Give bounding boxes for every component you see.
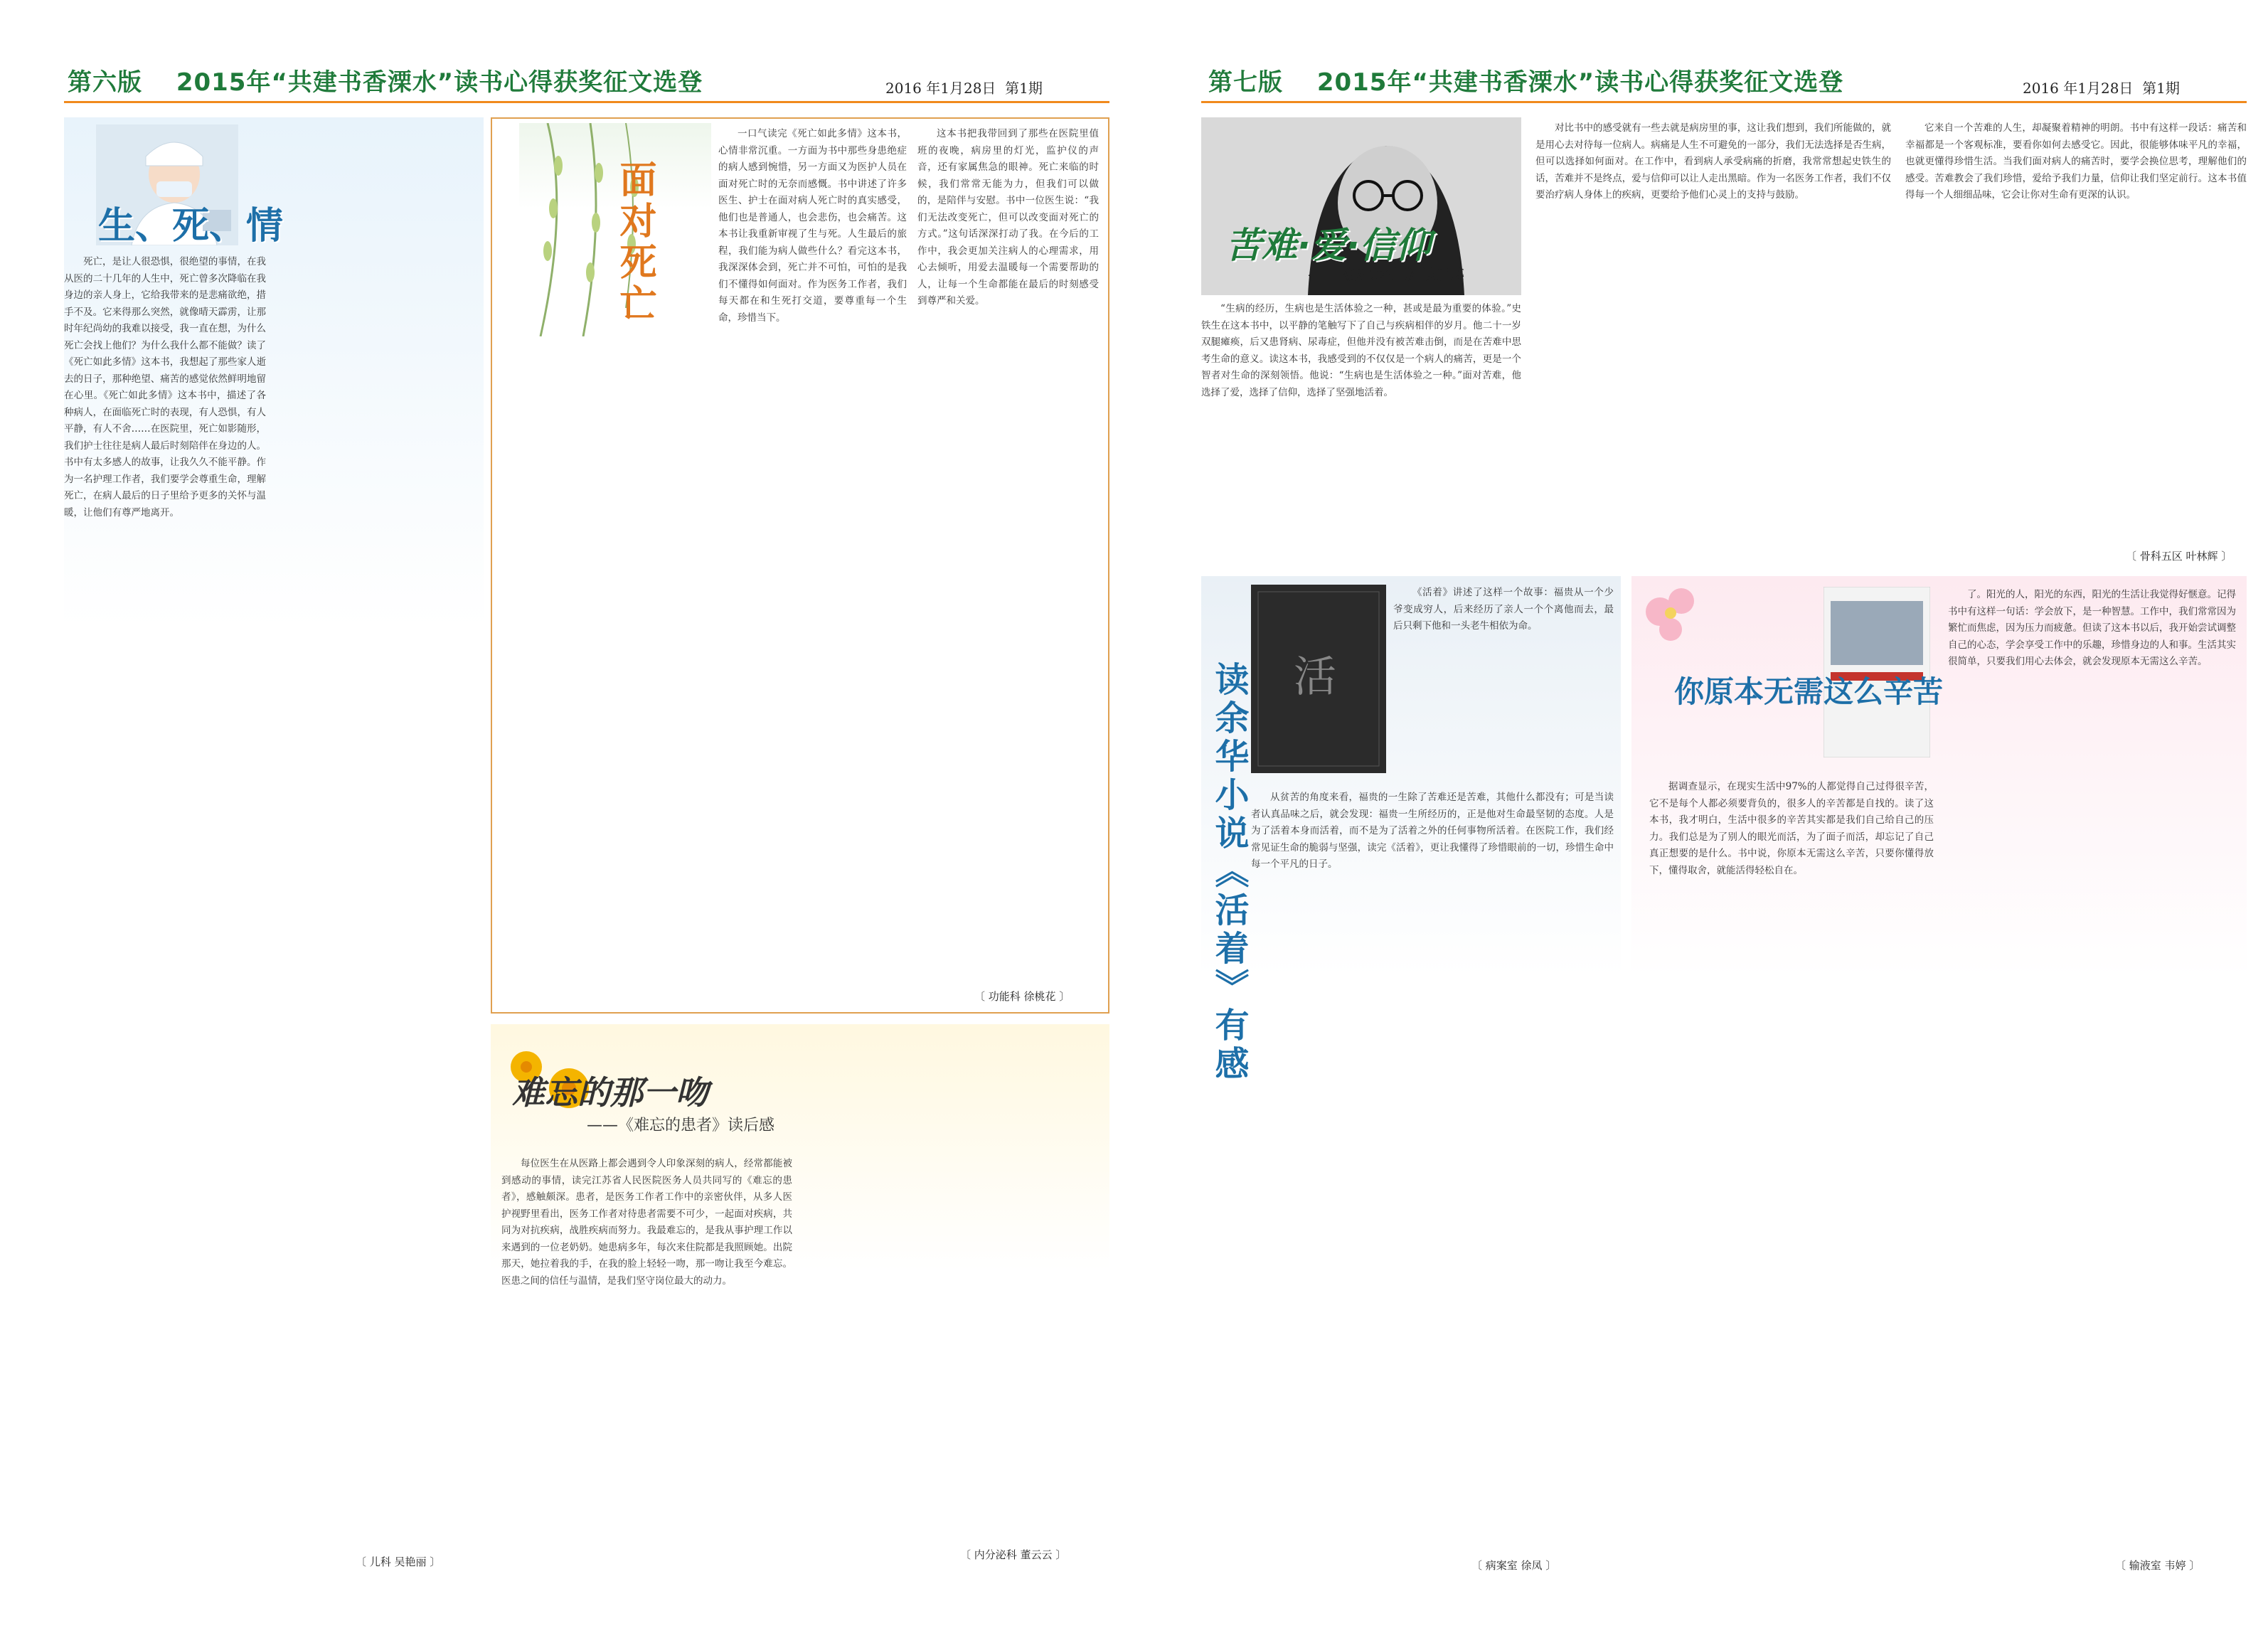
article-body: 每位医生在从医路上都会遇到令人印象深刻的病人，经常都能被到感动的事情，读完江苏省人民医院医务人员共同写的《难忘的患者》，感触颇深。患者，是医务工作者工作中的亲密伙伴，从多人医护视野里看出，医务工作者对待患者需要不可少，一起面对疾病，共同为对抗疾病，战胜疾病而努力。我最难忘的，是我从事护理工作以来遇到的一位老奶奶。她患病多年，每次来住院都是我照顾她。出院那天，她拉着我的手，在我的脸上轻轻一吻，那一吻让我至今难忘。医患之间的信任与温情，是我们坚守岗位最大的动力。: [501, 1158, 792, 1287]
header-date: 2016 年1月28日: [885, 80, 996, 97]
article-title: 苦难·爱·信仰: [1226, 225, 1431, 266]
article-signature: 〔 病案室 徐凤 〕: [1471, 1559, 1557, 1572]
article-body-col1: 《活着》讲述了这样一个故事：福贵从一个少爷变成穷人，后来经历了亲人一个个离他而去，最后只剩下他和一头老牛相依为命。: [1393, 587, 1614, 632]
article-sheng-si-qing: [64, 117, 484, 1575]
header-issue: 第1期: [1005, 80, 1043, 97]
svg-text:活: 活: [1294, 652, 1336, 702]
header-rule: [64, 101, 1109, 103]
article-title: 读余华小说《活着》有感: [1209, 661, 1249, 1084]
article-body-col2: 了。阳光的人，阳光的东西，阳光的生活让我觉得好惬意。记得书中有这样一句话：学会放下，是一种智慧。工作中，我们常常因为繁忙而焦虑，因为压力而疲惫。但读了这本书以后，我开始尝试调整自己的心态，学会享受工作中的乐趣，珍惜身边的人和事。生活其实很简单，只要我们用心去体会，就会发现原本无需这么辛苦。: [1948, 589, 2236, 667]
article-signature: 〔 骨科五区 叶林辉 〕: [2126, 550, 2232, 563]
article-body-col2: 从贫苦的角度来看，福贵的一生除了苦难还是苦难，其他什么都没有；可是当读者认真品味之后，就会发现：福贵一生所经历的，正是他对生命最坚韧的态度。人是为了活着本身而活着，而不是为了活着之外的任何事物所活着。在医院工作，我们经常见证生命的脆弱与坚强，读完《活着》，更让我懂得了珍惜眼前的一切，珍惜生命中每一个平凡的日子。: [1251, 792, 1614, 870]
article-ni-yuan-ben-wu-xu: [1631, 576, 2247, 1579]
article-body-col1: 一口气读完《死亡如此多情》这本书，心情非常沉重。一方面为书中那些身患绝症的病人感到惋惜，另一方面又为医护人员在面对死亡时的无奈而感慨。书中讲述了许多医生、护士在面对病人死亡时的真实感受，他们也是普通人，也会悲伤，也会痛苦。这本书让我重新审视了生与死。人生最后的旅程，我们能为病人做些什么？看完这本书，我深深体会到，死亡并不可怕，可怕的是我们不懂得如何面对。作为医务工作者，我们每天都在和生死打交道，要尊重每一个生命，珍惜当下。: [718, 128, 907, 324]
page-header-date: [885, 77, 1043, 97]
article-ku-nan-ai-xin-yang: [1201, 117, 2247, 565]
page-header-date: [2023, 77, 2180, 97]
header-date: 2016 年1月28日: [2023, 80, 2134, 97]
article-signature: 〔 输液室 韦婷 〕: [2115, 1559, 2200, 1572]
flower-decoration: [1631, 576, 1752, 661]
article-body-col1: “生病的经历，生病也是生活体验之一种，甚或是最为重要的体验。”史铁生在这本书中，以平静的笔触写下了自己与疾病相伴的岁月。他二十一岁双腿瘫痪，后又患肾病、尿毒症，但他并没有被苦难击倒，而是在苦难中思考生命的意义。读这本书，我感受到的不仅仅是一个病人的痛苦，更是一个智者对生命的深刻领悟。他说：“生病也是生活体验之一种。”面对苦难，他选择了爱，选择了信仰，选择了坚强地活着。: [1201, 303, 1521, 398]
article-huo-zhe: [1201, 576, 1621, 1579]
article-title: 面对死亡: [613, 160, 656, 325]
article-title: 你原本无需这么辛苦: [1674, 674, 1944, 709]
header-rule: [1201, 101, 2247, 103]
article-signature: 〔 功能科 徐桃花 〕: [974, 990, 1070, 1003]
article-title: 难忘的那一吻: [512, 1073, 708, 1112]
article-subtitle: ——《病隙笔记》读后感: [1308, 266, 1464, 283]
header-issue: 第1期: [2142, 80, 2180, 97]
article-nan-wang-de-na-yi-wen: [491, 1024, 1109, 1572]
article-body-col1: 据调查显示，在现实生活中97%的人都觉得自己过得很辛苦，它不是每个人都必须要背负的，很多人的辛苦都是自找的。读了这本书，我才明白，生活中很多的辛苦其实都是我们自己给自己的压力。我们总是为了别人的眼光而活，为了面子而活，却忘记了自己真正想要的是什么。书中说，你原本无需这么辛苦，只要你懂得放下，懂得取舍，就能活得轻松自在。: [1649, 781, 1934, 876]
article-body: 死亡，是让人很恐惧，很绝望的事情，在我从医的二十几年的人生中，死亡曾多次降临在我身边的亲人身上，它给我带来的是悲痛欲绝，措手不及。它来得那么突然，就像晴天霹雳，让那时年纪尚幼的我难以接受，我一直在想，为什么死亡会找上他们？为什么我什么都不能做？读了《死亡如此多情》这本书，我想起了那些家人逝去的日子，那种绝望、痛苦的感觉依然鲜明地留在心里。《死亡如此多情》这本书中，描述了各种病人，在面临死亡时的表现，有人恐惧，有人平静，有人不舍……在医院里，死亡如影随形，我们护士往往是病人最后时刻陪伴在身边的人。书中有太多感人的故事，让我久久不能平静。作为一名护理工作者，我们要学会尊重生命，理解死亡，在病人最后的日子里给予更多的关怀与温暖，让他们有尊严地离开。: [64, 256, 266, 518]
page-header-title: 第七版 2015年“共建书香溧水”读书心得获奖征文选登: [1208, 68, 1844, 97]
article-title: 生、死、情: [98, 205, 284, 248]
article-mian-dui-si-wang: [491, 117, 1109, 1014]
article-subtitle: ——《难忘的患者》读后感: [587, 1117, 775, 1134]
book-cover-huozhe: [1251, 585, 1386, 773]
article-body-col3: 它来自一个苦难的人生，却凝聚着精神的明朗。书中有这样一段话：痛苦和幸福都是一个客观标准，要看你如何去感受它。因此，很能够体味平凡的幸福，也就更懂得珍惜生活。当我们面对病人的痛苦时，要学会换位思考，理解他们的感受。苦难教会了我们珍惜，爱给予我们力量，信仰让我们坚定前行。这本书值得每一个人细细品味，它会让你对生命有更深的认识。: [1905, 122, 2247, 201]
article-body-col2: 对比书中的感受就有一些去就是病房里的事，这让我们想到，我们所能做的，就是用心去对待每一位病人。病痛是人生不可避免的一部分，我们无法选择是否生病，但可以选择如何面对。在工作中，看到病人承受病痛的折磨，我常常想起史铁生的话，苦难并不是终点，爱与信仰可以让人走出黑暗。作为一名医务工作者，我们不仅要治疗病人身体上的疾病，更要给予他们心灵上的支持与鼓励。: [1535, 122, 1891, 201]
article-signature: 〔 内分泌科 董云云 〕: [960, 1548, 1067, 1561]
article-signature: 〔 儿科 吴艳丽 〕: [356, 1555, 441, 1568]
page-header-title: 第六版 2015年“共建书香溧水”读书心得获奖征文选登: [68, 68, 703, 97]
article-body-col2: 这本书把我带回到了那些在医院里值班的夜晚，病房里的灯光，监护仪的声音，还有家属焦急的眼神。死亡来临的时候，我们常常无能为力，但我们可以做的，是陪伴与安慰。书中一位医生说：“我们无法改变死亡，但可以改变面对死亡的方式。”这句话深深打动了我。在今后的工作中，我会更加关注病人的心理需求，用心去倾听，用爱去温暖每一个需要帮助的人，让每一个生命都能在最后的时刻感受到尊严和关爱。: [917, 128, 1099, 307]
page-right: [1134, 0, 2268, 1638]
